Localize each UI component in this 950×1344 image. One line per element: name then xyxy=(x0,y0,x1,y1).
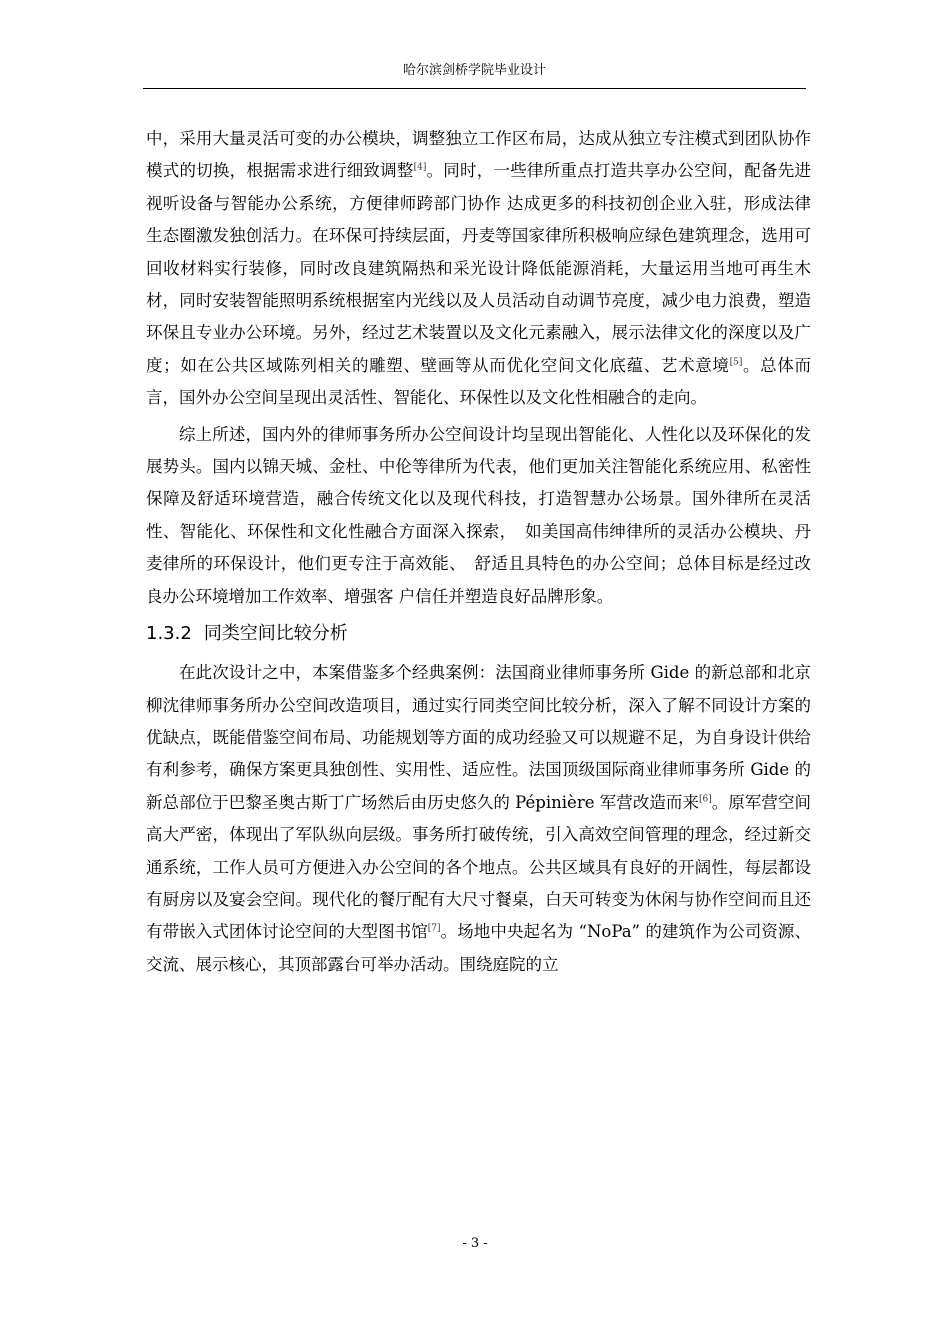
citation-marker: [4] xyxy=(413,162,427,173)
citation-marker: [6] xyxy=(699,794,712,805)
paragraph-text: 。原军营空间高大严密，体现出了军队纵向层级。事务所打破传统，引入高效空间管理的理念，经过新交通系统，工作人员可方便进入办公空间的各个地点。公共区域具有良好的开阔性，每层都设有厨房以及宴会空间。现代化的餐厅配有大尺寸餐桌，白天可转变为休闲与协作空间而且还有带嵌入式团体讨论空间的大型图书馆 xyxy=(146,792,811,942)
paragraph-case-comparison xyxy=(146,657,811,981)
paragraph-text: 。总体而言，国外办公空间呈现出灵活性、智能化、环保性以及文化性相融合的走向。 xyxy=(146,355,812,408)
section-heading xyxy=(146,619,811,649)
paragraph-foreign-trends xyxy=(146,123,811,415)
page-header: 哈尔滨剑桥学院毕业设计 xyxy=(402,63,546,78)
page-number: - 3 - xyxy=(462,1236,488,1251)
paragraph-text: 中，采用大量灵活可变的办公模块，调整独立工作区布局，达成从独立专注模式到团队协作模式的切换，根据需求进行细致调整 xyxy=(146,129,811,181)
paragraph-text: 。场地中央起名为 “NoPa” 的建筑作为公司资源、交流、展示核心，其顶部露台可举办活动。围绕庭院的立 xyxy=(146,922,811,974)
citation-marker: [7] xyxy=(427,923,441,934)
paragraph-text: 。同时，一些律所重点打造共享办公空间，配备先进视听设备与智能办公系统，方便律师跨部门协作 达成更多的科技初创企业入驻，形成法律生态圈激发独创活力。在环保可持续层面，丹麦等国家律所积极响应绿色建筑理念，选用可回收材料实行装修，同时改良建筑隔热和采光设计降低能源消耗，大量运用当地可再生木材，同时安装智能照明系统根据室内光线以及人员活动自动调节亮度，减少电力浪费，塑造环保且专业办公环境。另外，经过艺术装置以及文化元素融入，展示法律文化的深度以及广度；如在公共区域陈列相关的雕塑、壁画等从而优化空间文化底蕴、艺术意境 xyxy=(146,161,812,375)
paragraph-summary: 综上所述，国内外的律师事务所办公空间设计均呈现出智能化、人性化以及环保化的发展势头。国内以锦天城、金杜、中伦等律所为代表，他们更加关注智能化系统应用、私密性保障及舒适环境营造，融合传统文化以及现代科技，打造智慧办公场景。国外律所在灵活性、智能化、环保性和文化性融合方面深入探索， 如美国高伟绅律所的灵活办公模块、丹麦律所的环保设计，他们更专注于高效能、 舒适且具特色的办公空间；总体目标是经过改良办公环境增加工作效率、增强客 户信任并塑造良好品牌形象。 xyxy=(146,424,811,606)
section-title: 同类空间比较分析 xyxy=(203,623,348,645)
citation-marker: [5] xyxy=(729,357,743,368)
paragraph-text: 在此次设计之中，本案借鉴多个经典案例：法国商业律师事务所 Gide 的新总部和北京柳沈律师事务所办公空间改造项目，通过实行同类空间比较分析，深入了解不同设计方案的优缺点，既能借鉴空间布局、功能规划等方面的成功经验又可以规避不足，为自身设计供给有利参考，确保方案更具独创性、实用性、适应性。法国顶级国际商业律师事务所 Gide 的新总部位于巴黎圣奥古斯丁广场然后由历史悠久的 Pépinière 军营改造而来 xyxy=(146,663,811,812)
header-rule xyxy=(143,88,806,89)
section-number: 1.3.2 xyxy=(146,623,192,645)
body-text xyxy=(146,123,811,981)
